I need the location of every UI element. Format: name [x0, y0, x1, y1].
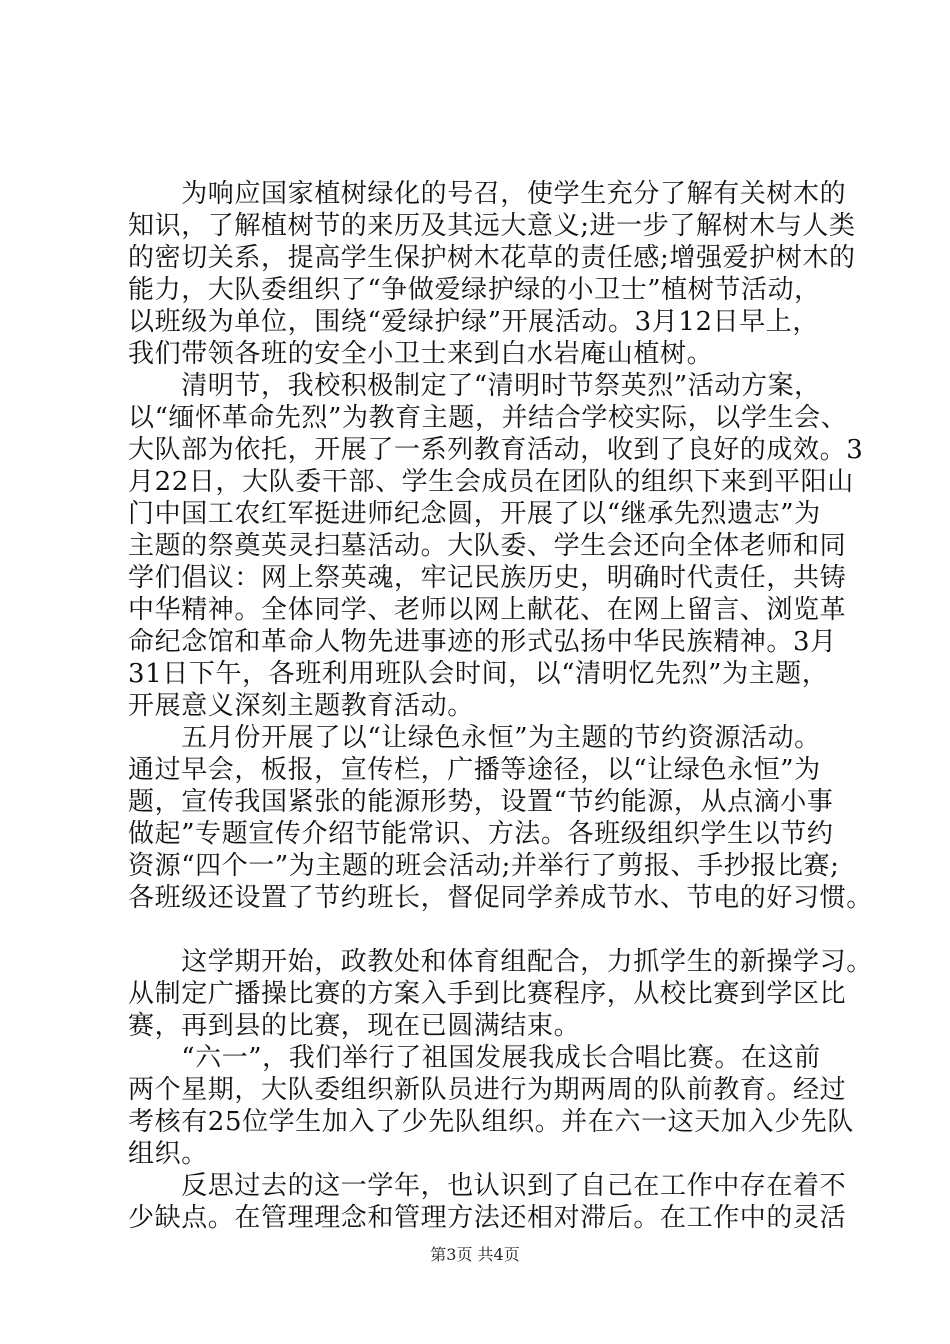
- text-line: 为响应国家植树绿化的号召，使学生充分了解有关树木的: [128, 179, 847, 209]
- text-line: 能力，大队委组织了“争做爱绿护绿的小卫士”植树节活动，: [128, 275, 821, 305]
- text-line: 大队部为依托，开展了一系列教育活动，收到了良好的成效。3: [128, 435, 864, 465]
- text-line: 题，宣传我国紧张的能源形势，设置“节约能源，从点滴小事: [128, 787, 834, 817]
- text-line: 31日下午，各班利用班队会时间，以“清明忆先烈”为主题，: [128, 659, 829, 689]
- text-line: 月22日，大队委干部、学生会成员在团队的组织下来到平阳山: [128, 467, 854, 497]
- text-line: 做起”专题宣传介绍节能常识、方法。各班级组织学生以节约: [128, 819, 834, 849]
- text-line: 知识，了解植树节的来历及其远大意义;进一步了解树木与人类: [128, 211, 856, 241]
- text-line: 中华精神。全体同学、老师以网上献花、在网上留言、浏览革: [128, 595, 847, 625]
- text-line: 我们带领各班的安全小卫士来到白水岩庵山植树。: [128, 339, 714, 369]
- text-line: 开展意义深刻主题教育活动。: [128, 691, 474, 721]
- text-line: 以“缅怀革命先烈”为教育主题，并结合学校实际，以学生会、: [128, 403, 848, 433]
- text-line: 组织。: [128, 1139, 208, 1169]
- text-line: 以班级为单位，围绕“爱绿护绿”开展活动。3月12日早上，: [128, 307, 820, 337]
- text-line: 从制定广播操比赛的方案入手到比赛程序，从校比赛到学区比: [128, 979, 847, 1009]
- text-line: 通过早会，板报，宣传栏，广播等途径，以“让绿色永恒”为: [128, 755, 821, 785]
- text-line: 门中国工农红军挺进师纪念圆，开展了以“继承先烈遗志”为: [128, 499, 821, 529]
- text-line: 这学期开始，政教处和体育组配合，力抓学生的新操学习。: [128, 947, 873, 977]
- text-line: 的密切关系，提高学生保护树木花草的责任感;增强爱护树木的: [128, 243, 856, 273]
- text-line: 少缺点。在管理理念和管理方法还相对滞后。在工作中的灵活: [128, 1203, 847, 1233]
- page-footer: 第3页 共4页: [430, 1245, 520, 1264]
- text-line: 考核有25位学生加入了少先队组织。并在六一这天加入少先队: [128, 1107, 854, 1137]
- text-line: 五月份开展了以“让绿色永恒”为主题的节约资源活动。: [128, 723, 821, 753]
- text-line: 反思过去的这一学年，也认识到了自己在工作中存在着不: [128, 1171, 847, 1201]
- text-line: 清明节，我校积极制定了“清明时节祭英烈”活动方案，: [128, 371, 821, 401]
- text-line: 资源“四个一”为主题的班会活动;并举行了剪报、手抄报比赛;: [128, 851, 840, 881]
- text-line: 两个星期，大队委组织新队员进行为期两周的队前教育。经过: [128, 1075, 847, 1105]
- text-line: 命纪念馆和革命人物先进事迹的形式弘扬中华民族精神。3月: [128, 627, 837, 657]
- text-line: 各班级还设置了节约班长，督促同学养成节水、节电的好习惯。: [128, 883, 873, 913]
- text-line: 主题的祭奠英灵扫墓活动。大队委、学生会还向全体老师和同: [128, 531, 847, 561]
- text-line: 学们倡议：网上祭英魂，牢记民族历史，明确时代责任，共铸: [128, 563, 847, 593]
- text-line: 赛，再到县的比赛，现在已圆满结束。: [128, 1011, 581, 1041]
- text-line: “六一”，我们举行了祖国发展我成长合唱比赛。在这前: [128, 1043, 821, 1073]
